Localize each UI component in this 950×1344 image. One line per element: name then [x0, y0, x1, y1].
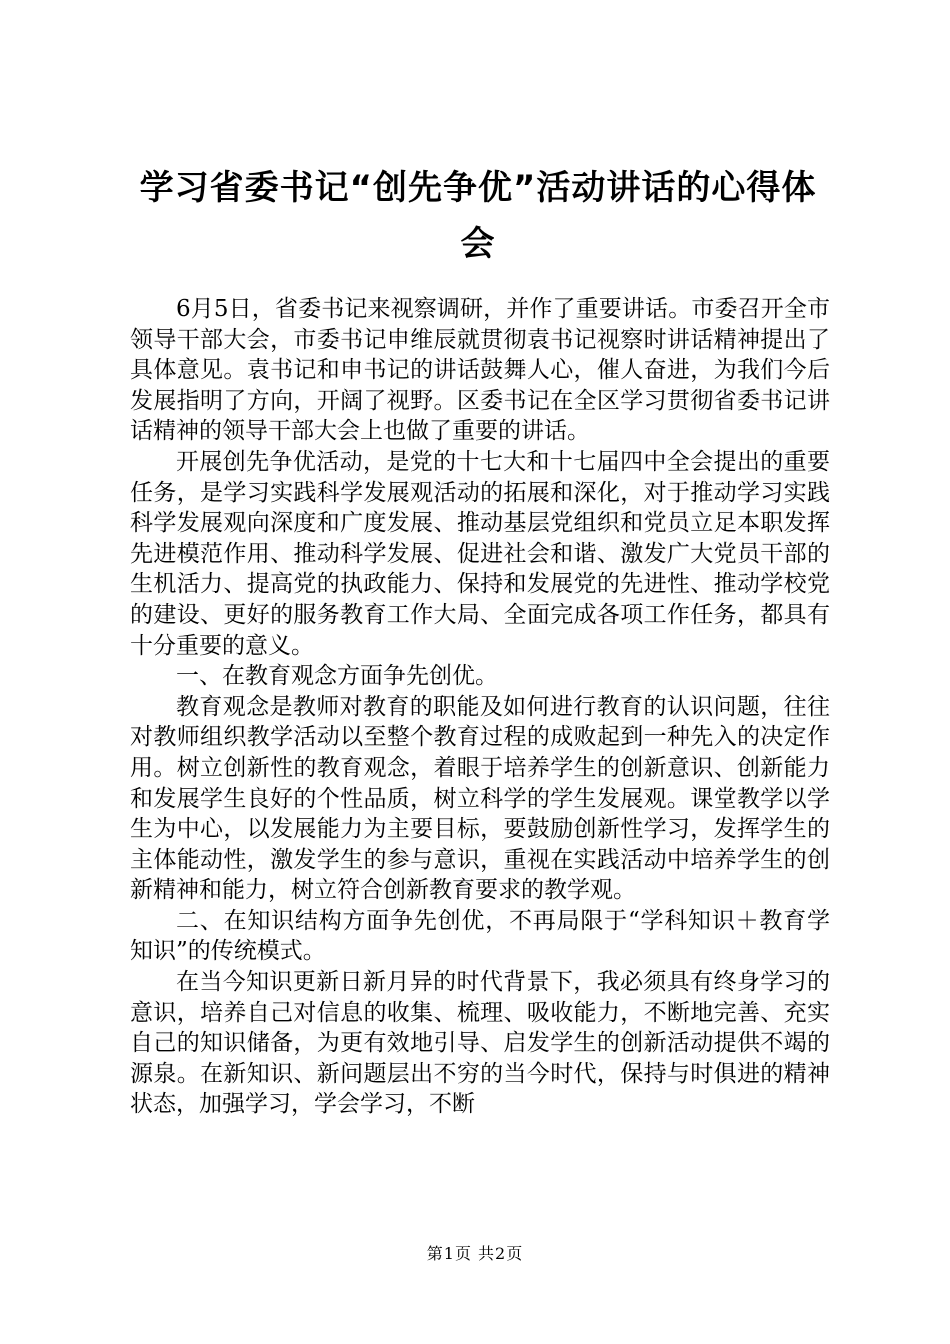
document-body [130, 294, 830, 1120]
paragraph: 6月5日，省委书记来视察调研，并作了重要讲话。市委召开全市领导干部大会，市委书记申维辰就贯彻袁书记视察时讲话精神提出了具体意见。袁书记和申书记的讲话鼓舞人心，催人奋进，为我们今后发展指明了方向，开阔了视野。区委书记在全区学习贯彻省委书记讲话精神的领导干部大会上也做了重要的讲话。 [130, 296, 830, 445]
section-heading: 一、在教育观念方面争先创优。 [176, 663, 498, 690]
paragraph: 开展创先争优活动，是党的十七大和十七届四中全会提出的重要任务，是学习实践科学发展观活动的拓展和深化，对于推动学习实践科学发展观向深度和广度发展、推动基层党组织和党员立足本职发挥先进模范作用、推动科学发展、促进社会和谐、激发广大党员干部的生机活力、提高党的执政能力、保持和发展党的先进性、推动学校党的建设、更好的服务教育工作大局、全面完成各项工作任务，都具有十分重要的意义。 [130, 448, 830, 659]
section-heading: 二、在知识结构方面争先创优，不再局限于“学科知识＋教育学知识”的传统模式。 [130, 907, 830, 965]
paragraph: 在当今知识更新日新月异的时代背景下，我必须具有终身学习的意识，培养自己对信息的收集、梳理、吸收能力，不断地完善、充实自己的知识储备，为更有效地引导、启发学生的创新活动提供不竭的源泉。在新知识、新问题层出不穷的当今时代，保持与时俱进的精神状态，加强学习，学会学习，不断 [130, 969, 830, 1118]
page-number-footer: 第1页 共2页 [426, 1244, 524, 1263]
document-title: 学习省委书记“创先争优”活动讲话的心得体会 [139, 168, 817, 264]
paragraph: 教育观念是教师对教育的职能及如何进行教育的认识问题，往往对教师组织教学活动以至整个教育过程的成败起到一种先入的决定作用。树立创新性的教育观念，着眼于培养学生的创新意识、创新能力和发展学生良好的个性品质，树立科学的学生发展观。课堂教学以学生为中心，以发展能力为主要目标，要鼓励创新性学习，发挥学生的主体能动性，激发学生的参与意识，重视在实践活动中培养学生的创新精神和能力，树立符合创新教育要求的教学观。 [130, 693, 830, 904]
